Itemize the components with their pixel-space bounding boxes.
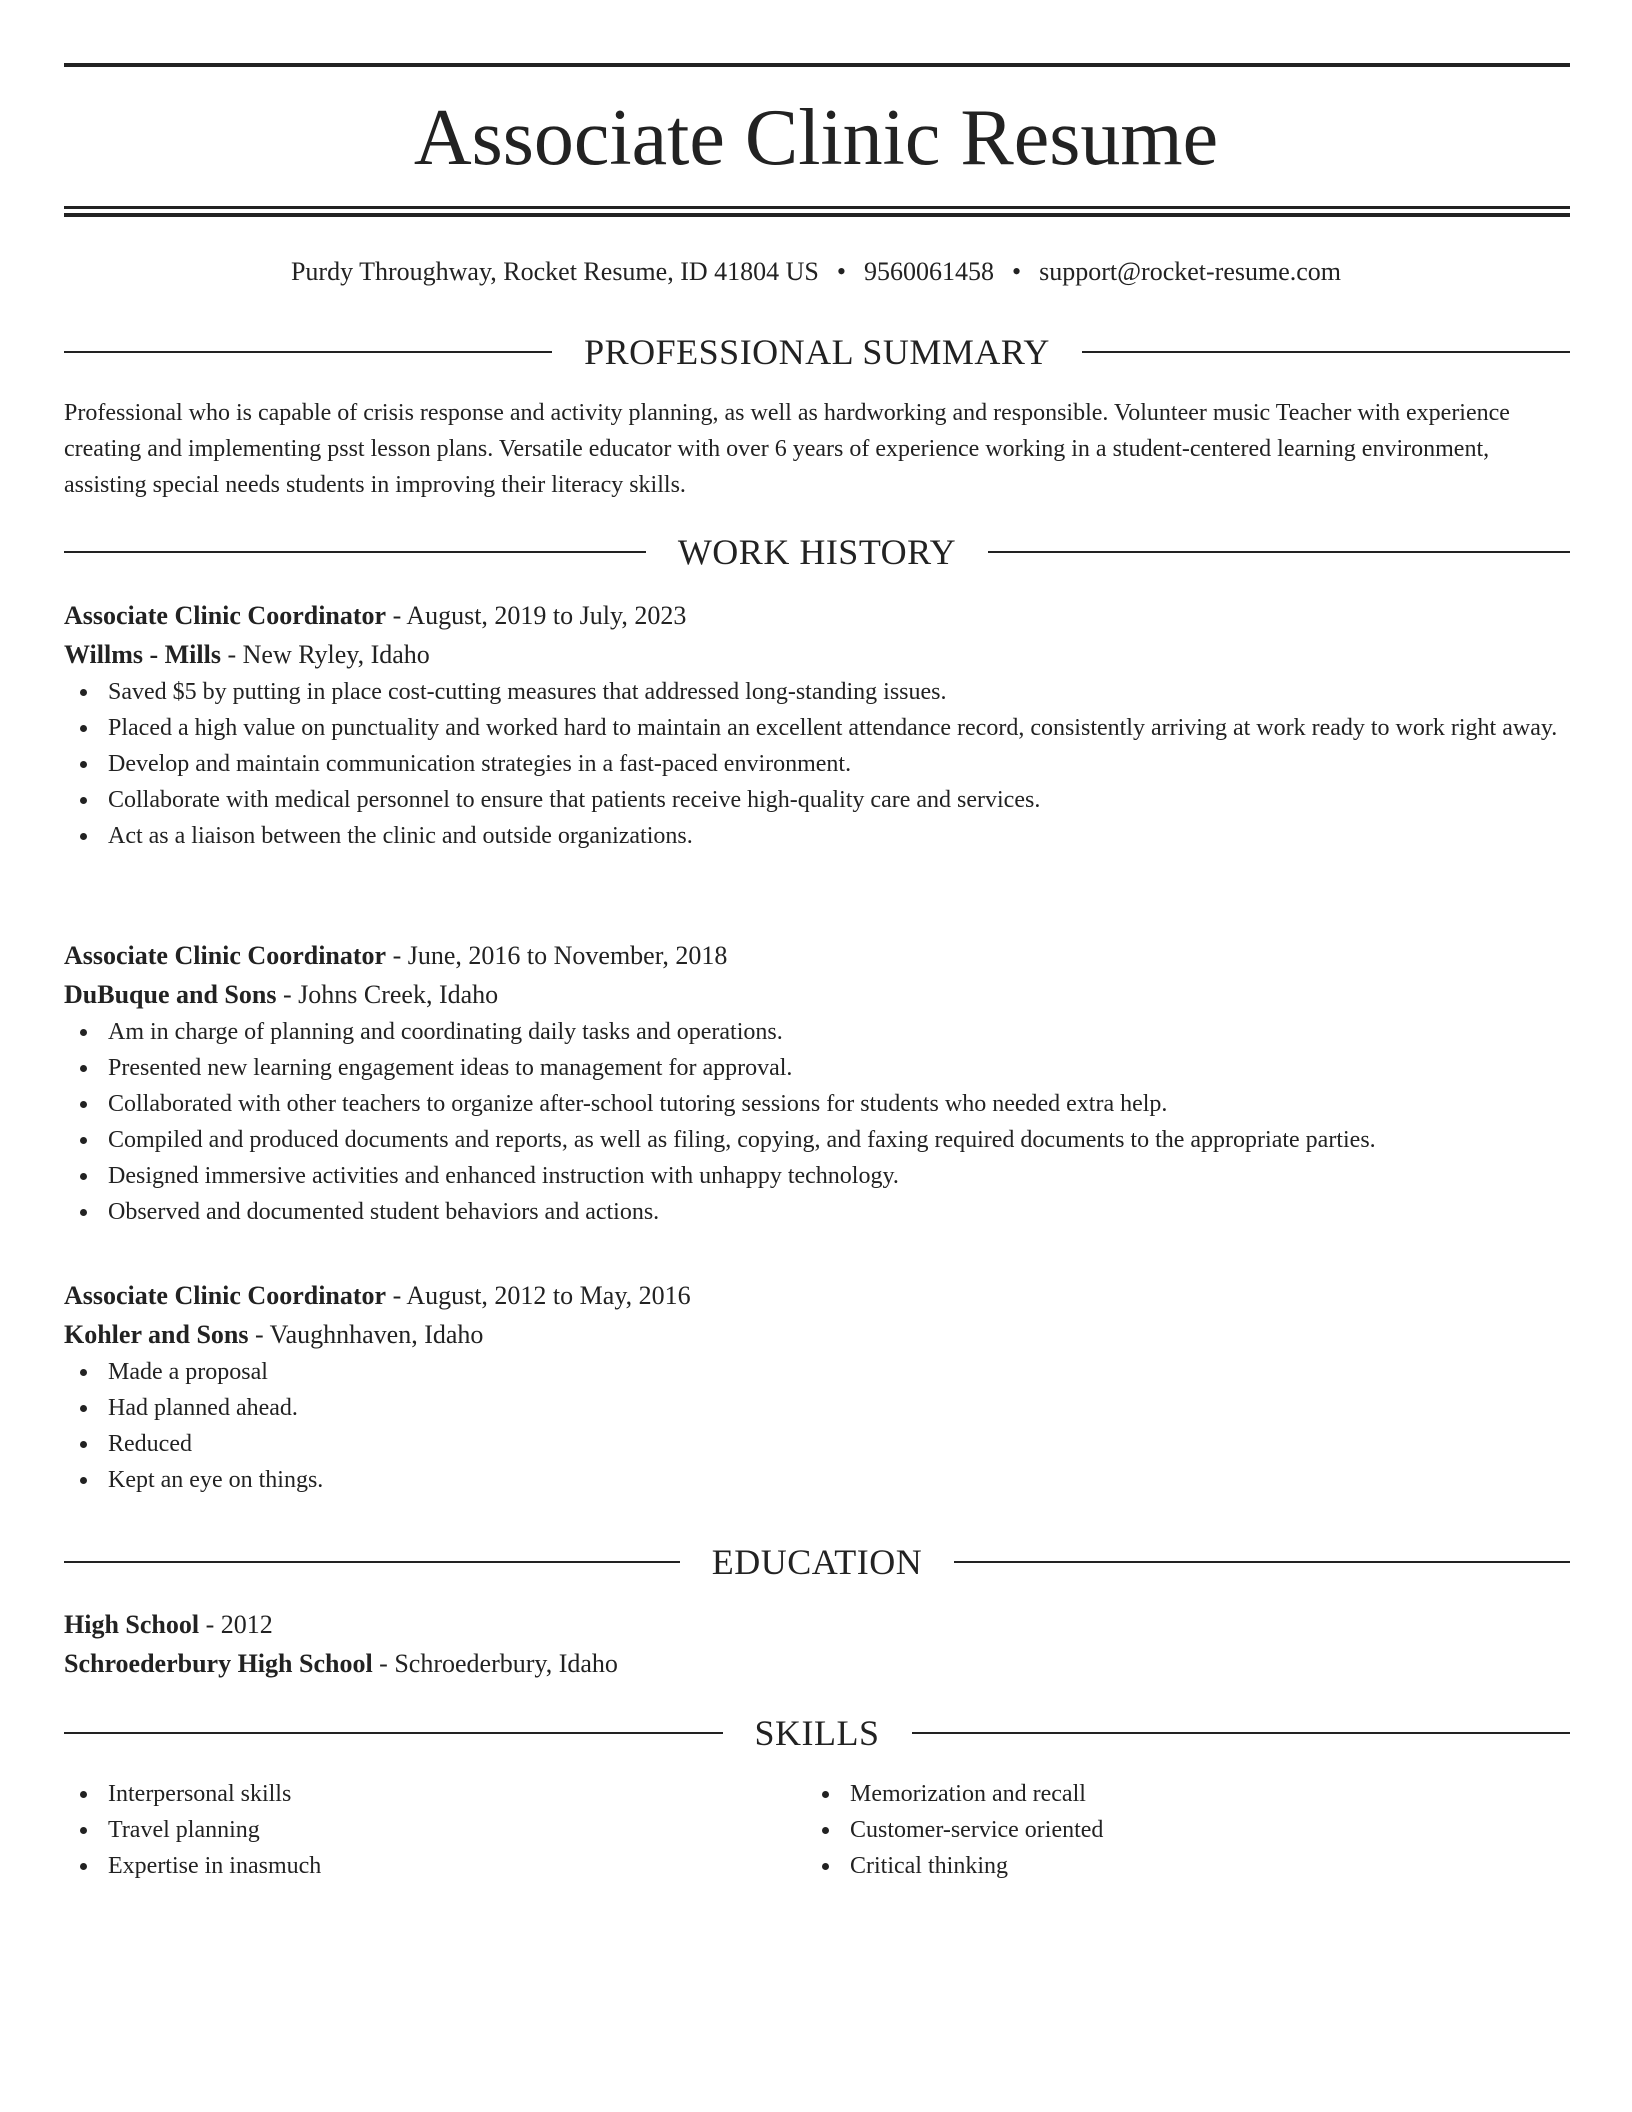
skill-item: Travel planning [64, 1812, 764, 1848]
job-title: Associate Clinic Coordinator [64, 601, 387, 630]
education-heading-label: EDUCATION [711, 1542, 923, 1582]
education-location: - Schroederbury, Idaho [372, 1649, 618, 1678]
list-item: Designed immersive activities and enhanced instruction with unhappy technology. [64, 1158, 1570, 1194]
job-company: Willms - Mills [64, 640, 221, 669]
list-item: Act as a liaison between the clinic and outside organizations. [64, 818, 1570, 854]
skill-item: Expertise in inasmuch [64, 1848, 764, 1884]
job-location: - Johns Creek, Idaho [276, 980, 499, 1009]
education-year: - 2012 [199, 1610, 273, 1639]
education-degree: High School [64, 1610, 200, 1639]
list-item: Am in charge of planning and coordinating daily tasks and operations. [64, 1014, 1570, 1050]
heading-rule [1082, 351, 1570, 353]
heading-rule [64, 351, 552, 353]
list-item: Develop and maintain communication strategies in a fast-paced environment. [64, 746, 1570, 782]
heading-rule [912, 1732, 1571, 1734]
list-item: Collaborate with medical personnel to ensure that patients receive high-quality care and services. [64, 782, 1570, 818]
list-item: Collaborated with other teachers to organize after-school tutoring sessions for students who needed extra help. [64, 1086, 1570, 1122]
contact-separator: • [836, 257, 846, 286]
heading-rule [64, 1732, 723, 1734]
summary-heading-label: PROFESSIONAL SUMMARY [584, 332, 1050, 372]
job-dates: - June, 2016 to November, 2018 [386, 941, 728, 970]
job-entry [64, 1276, 1570, 1498]
list-item: Kept an eye on things. [64, 1462, 1570, 1498]
list-item: Saved $5 by putting in place cost-cutting measures that addressed long-standing issues. [64, 674, 1570, 710]
skill-item: Customer-service oriented [806, 1812, 1506, 1848]
job-title: Associate Clinic Coordinator [64, 941, 387, 970]
heading-rule [988, 551, 1570, 553]
title-bottom-rule-2 [64, 213, 1570, 217]
job-company-row [64, 635, 1570, 674]
title-top-rule [64, 63, 1570, 67]
contact-separator: • [1011, 257, 1022, 286]
job-company-row [64, 975, 1570, 1014]
heading-rule [954, 1561, 1570, 1563]
summary-section [64, 395, 1570, 503]
contact-email: support@rocket-resume.com [1039, 257, 1342, 286]
job-dates: - August, 2012 to May, 2016 [386, 1281, 691, 1310]
education-entry [64, 1605, 1570, 1683]
skills-list [64, 1776, 764, 1884]
job-bullets [64, 674, 1570, 854]
contact-line [0, 254, 1632, 290]
job-company: DuBuque and Sons [64, 980, 277, 1009]
job-location: - New Ryley, Idaho [220, 640, 430, 669]
summary-heading [64, 330, 1570, 374]
education-school-row [64, 1644, 1570, 1683]
job-location: - Vaughnhaven, Idaho [248, 1320, 484, 1349]
skills-right-column [806, 1776, 1506, 1884]
skill-item: Memorization and recall [806, 1776, 1506, 1812]
list-item: Observed and documented student behaviors and actions. [64, 1194, 1570, 1230]
job-title: Associate Clinic Coordinator [64, 1281, 387, 1310]
job-company-row [64, 1315, 1570, 1354]
contact-phone: 9560061458 [863, 257, 994, 286]
list-item: Presented new learning engagement ideas to management for approval. [64, 1050, 1570, 1086]
education-heading [64, 1540, 1570, 1584]
job-title-row [64, 596, 1570, 635]
resume-title: Associate Clinic Resume [413, 94, 1219, 182]
education-degree-row [64, 1605, 1570, 1644]
heading-rule [64, 551, 646, 553]
job-bullets [64, 1354, 1570, 1498]
work-heading [64, 530, 1570, 574]
list-item: Reduced [64, 1426, 1570, 1462]
skill-item: Critical thinking [806, 1848, 1506, 1884]
work-heading-label: WORK HISTORY [677, 532, 957, 572]
job-entry [64, 936, 1570, 1230]
skills-heading-label: SKILLS [754, 1713, 880, 1753]
job-entry [64, 596, 1570, 854]
list-item: Had planned ahead. [64, 1390, 1570, 1426]
list-item: Compiled and produced documents and reports, as well as filing, copying, and faxing required documents to the appropriate parties. [64, 1122, 1570, 1158]
skill-item: Interpersonal skills [64, 1776, 764, 1812]
summary-text: Professional who is capable of crisis response and activity planning, as well as hardworking and responsible. Volunteer music Teacher with experience creating and implementing psst lesson plans. Versatile educator with over 6 years of experience working in a student-centered learning environment, assisting special needs students in improving their literacy skills. [64, 400, 1510, 498]
heading-rule [64, 1561, 680, 1563]
skills-left-column [64, 1776, 764, 1884]
job-dates: - August, 2019 to July, 2023 [386, 601, 687, 630]
title-bottom-rule-1 [64, 206, 1570, 209]
skills-list [806, 1776, 1506, 1884]
job-title-row [64, 1276, 1570, 1315]
contact-address: Purdy Throughway, Rocket Resume, ID 41804 US [290, 257, 819, 286]
job-title-row [64, 936, 1570, 975]
list-item: Made a proposal [64, 1354, 1570, 1390]
education-school: Schroederbury High School [64, 1649, 373, 1678]
job-bullets [64, 1014, 1570, 1230]
skills-heading [64, 1711, 1570, 1755]
list-item: Placed a high value on punctuality and worked hard to maintain an excellent attendance record, consistently arriving at work ready to work right away. [64, 710, 1570, 746]
job-company: Kohler and Sons [64, 1320, 249, 1349]
